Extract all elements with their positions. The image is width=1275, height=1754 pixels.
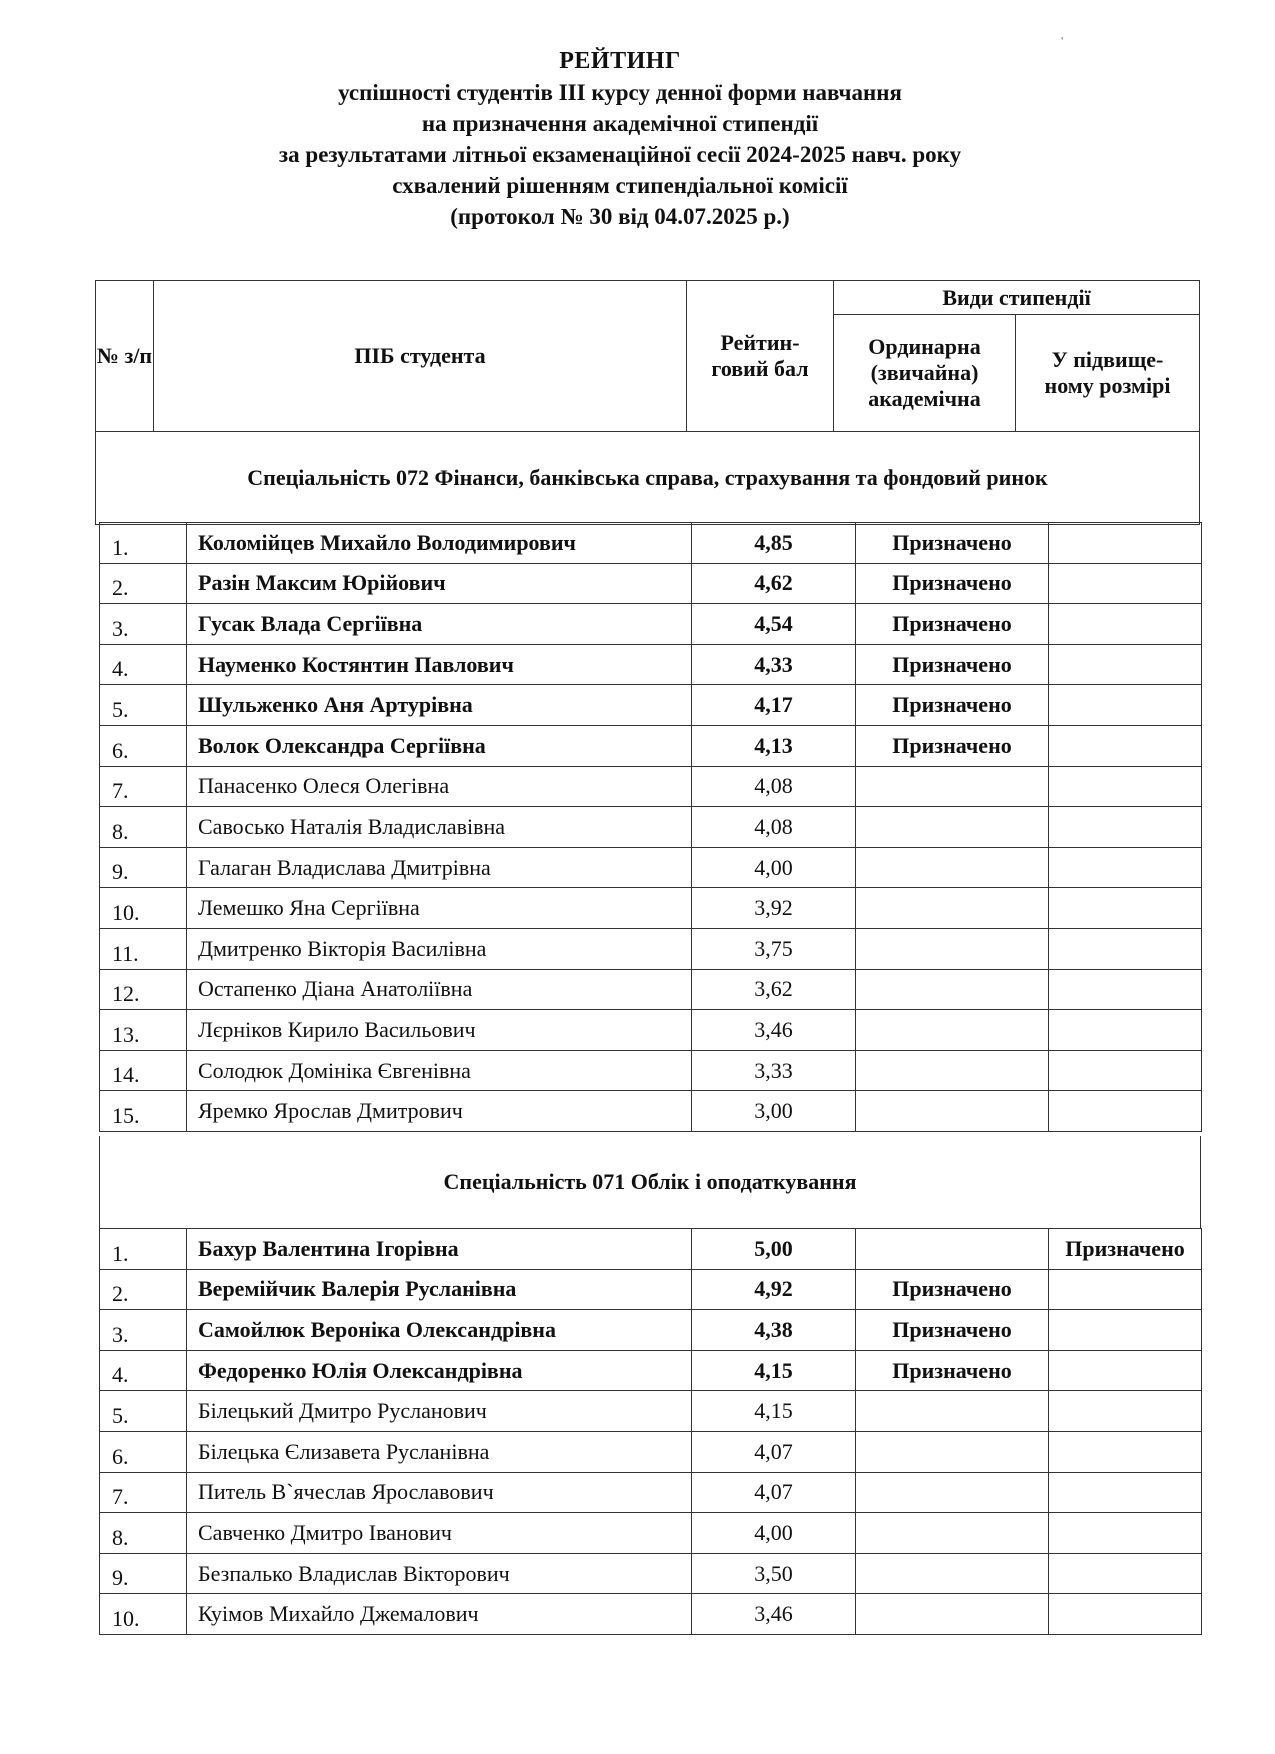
row-number: 10.	[100, 888, 187, 929]
ordinary-scholarship	[856, 1050, 1049, 1091]
title-line-5: схвалений рішенням стипендіальної комісії	[392, 173, 848, 198]
ordinary-scholarship	[856, 1553, 1049, 1594]
table-row	[100, 1269, 1202, 1310]
rating-score: 3,33	[692, 1050, 856, 1091]
header-increased: У підвище-ному розмірі	[1016, 315, 1200, 432]
rating-score: 3,50	[692, 1553, 856, 1594]
ordinary-scholarship	[856, 928, 1049, 969]
student-name: Веремійчик Валерія Русланівна	[187, 1269, 692, 1310]
ordinary-scholarship	[856, 1472, 1049, 1513]
ordinary-scholarship	[856, 888, 1049, 929]
row-number: 1.	[100, 523, 187, 564]
row-number: 15.	[100, 1091, 187, 1132]
student-name: Білецький Дмитро Русланович	[187, 1391, 692, 1432]
table-row	[100, 685, 1202, 726]
rating-score: 3,00	[692, 1091, 856, 1132]
increased-scholarship	[1049, 1513, 1202, 1554]
table-row	[100, 1010, 1202, 1051]
table-row	[100, 1513, 1202, 1554]
increased-scholarship	[1049, 725, 1202, 766]
student-name: Лемешко Яна Сергіївна	[187, 888, 692, 929]
rating-score: 3,75	[692, 928, 856, 969]
table-row	[100, 1594, 1202, 1635]
increased-scholarship	[1049, 766, 1202, 807]
increased-scholarship	[1049, 685, 1202, 726]
student-name: Савченко Дмитро Іванович	[187, 1513, 692, 1554]
table-row	[100, 888, 1202, 929]
row-number: 7.	[100, 1472, 187, 1513]
increased-scholarship	[1049, 1050, 1202, 1091]
row-number: 6.	[100, 1431, 187, 1472]
student-name: Самойлюк Вероніка Олександрівна	[187, 1310, 692, 1351]
student-name: Бахур Валентина Ігорівна	[187, 1229, 692, 1270]
row-number: 8.	[100, 807, 187, 848]
student-name: Дмитренко Вікторія Василівна	[187, 928, 692, 969]
increased-scholarship	[1049, 1269, 1202, 1310]
table-row	[100, 1472, 1202, 1513]
row-number: 11.	[100, 928, 187, 969]
increased-scholarship	[1049, 928, 1202, 969]
student-name: Білецька Єлизавета Русланівна	[187, 1431, 692, 1472]
ordinary-scholarship: Призначено	[856, 1269, 1049, 1310]
ordinary-scholarship: Призначено	[856, 644, 1049, 685]
header-name: ПІБ студента	[154, 281, 687, 432]
row-number: 7.	[100, 766, 187, 807]
increased-scholarship: Призначено	[1049, 1229, 1202, 1270]
row-number: 13.	[100, 1010, 187, 1051]
table-row	[100, 1391, 1202, 1432]
increased-scholarship	[1049, 847, 1202, 888]
ordinary-scholarship	[856, 1431, 1049, 1472]
header-score: Рейтин-говий бал	[687, 281, 834, 432]
table-row	[100, 928, 1202, 969]
header-num: № з/п	[96, 281, 154, 432]
increased-scholarship	[1049, 1010, 1202, 1051]
rating-score: 3,46	[692, 1594, 856, 1635]
increased-scholarship	[1049, 1472, 1202, 1513]
ordinary-scholarship: Призначено	[856, 523, 1049, 564]
student-name: Шульженко Аня Артурівна	[187, 685, 692, 726]
rating-score: 4,85	[692, 523, 856, 564]
section-title-072: Спеціальність 072 Фінанси, банківська справа, страхування та фондовий ринок	[96, 432, 1200, 525]
title-line-3: на призначення академічної стипендії	[421, 111, 819, 136]
ordinary-scholarship	[856, 1229, 1049, 1270]
rating-score: 4,38	[692, 1310, 856, 1351]
ordinary-scholarship	[856, 1594, 1049, 1635]
student-name: Савосько Наталія Владиславівна	[187, 807, 692, 848]
increased-scholarship	[1049, 1431, 1202, 1472]
rating-score: 4,33	[692, 644, 856, 685]
table-row	[100, 563, 1202, 604]
ordinary-scholarship	[856, 766, 1049, 807]
student-name: Панасенко Олеся Олегівна	[187, 766, 692, 807]
increased-scholarship	[1049, 1310, 1202, 1351]
rating-score: 4,13	[692, 725, 856, 766]
row-number: 2.	[100, 1269, 187, 1310]
table-row	[100, 1431, 1202, 1472]
rating-score: 4,08	[692, 807, 856, 848]
ordinary-scholarship: Призначено	[856, 725, 1049, 766]
ordinary-scholarship: Призначено	[856, 685, 1049, 726]
rating-score: 3,46	[692, 1010, 856, 1051]
row-number: 4.	[100, 644, 187, 685]
rating-score: 4,07	[692, 1431, 856, 1472]
ordinary-scholarship	[856, 969, 1049, 1010]
increased-scholarship	[1049, 888, 1202, 929]
table-row	[100, 523, 1202, 564]
rating-score: 3,92	[692, 888, 856, 929]
rating-score: 4,54	[692, 604, 856, 645]
row-number: 6.	[100, 725, 187, 766]
student-name: Солодюк Домініка Євгенівна	[187, 1050, 692, 1091]
table-row	[100, 847, 1202, 888]
section-table-071	[99, 1228, 1202, 1635]
increased-scholarship	[1049, 1594, 1202, 1635]
ordinary-scholarship	[856, 1010, 1049, 1051]
student-name: Безпалько Владислав Вікторович	[187, 1553, 692, 1594]
row-number: 3.	[100, 1310, 187, 1351]
student-name: Гусак Влада Сергіївна	[187, 604, 692, 645]
table-row	[100, 1229, 1202, 1270]
row-number: 3.	[100, 604, 187, 645]
student-name: Федоренко Юлія Олександрівна	[187, 1350, 692, 1391]
ordinary-scholarship	[856, 1091, 1049, 1132]
title-line-6: (протокол № 30 від 04.07.2025 р.)	[450, 204, 790, 229]
rating-score: 4,62	[692, 563, 856, 604]
ordinary-scholarship: Призначено	[856, 604, 1049, 645]
title-line-2: успішності студентів III курсу денної форми навчання	[338, 80, 902, 105]
table-row	[100, 1050, 1202, 1091]
increased-scholarship	[1049, 1391, 1202, 1432]
row-number: 1.	[100, 1229, 187, 1270]
table-row	[100, 1091, 1202, 1132]
row-number: 9.	[100, 847, 187, 888]
student-name: Остапенко Діана Анатоліївна	[187, 969, 692, 1010]
increased-scholarship	[1049, 523, 1202, 564]
section-table-072	[99, 522, 1202, 1132]
student-name: Волок Олександра Сергіївна	[187, 725, 692, 766]
scan-speck: ʻ	[1060, 36, 1064, 47]
increased-scholarship	[1049, 807, 1202, 848]
header-ordinary: Ординарна (звичайна) академічна	[834, 315, 1016, 432]
increased-scholarship	[1049, 969, 1202, 1010]
title-line-4: за результатами літньої екзаменаційної сесії 2024-2025 навч. року	[278, 142, 962, 167]
header-scholarship-types: Види стипендії	[834, 281, 1200, 315]
rating-score: 4,00	[692, 1513, 856, 1554]
rating-score: 4,00	[692, 847, 856, 888]
row-number: 12.	[100, 969, 187, 1010]
ordinary-scholarship	[856, 807, 1049, 848]
table-row	[100, 807, 1202, 848]
ordinary-scholarship	[856, 847, 1049, 888]
increased-scholarship	[1049, 563, 1202, 604]
increased-scholarship	[1049, 604, 1202, 645]
row-number: 8.	[100, 1513, 187, 1554]
table-row	[100, 1553, 1202, 1594]
rating-table-header	[95, 280, 1200, 525]
row-number: 14.	[100, 1050, 187, 1091]
student-name: Куімов Михайло Джемалович	[187, 1594, 692, 1635]
row-number: 9.	[100, 1553, 187, 1594]
table-row	[100, 644, 1202, 685]
table-row	[100, 766, 1202, 807]
table-row	[100, 604, 1202, 645]
increased-scholarship	[1049, 1091, 1202, 1132]
student-name: Науменко Костянтин Павлович	[187, 644, 692, 685]
rating-score: 4,92	[692, 1269, 856, 1310]
increased-scholarship	[1049, 1350, 1202, 1391]
ordinary-scholarship: Призначено	[856, 1310, 1049, 1351]
ordinary-scholarship	[856, 1391, 1049, 1432]
table-row	[100, 1350, 1202, 1391]
table-row	[100, 969, 1202, 1010]
student-name: Яремко Ярослав Дмитрович	[187, 1091, 692, 1132]
ordinary-scholarship: Призначено	[856, 563, 1049, 604]
row-number: 5.	[100, 685, 187, 726]
title-heading: РЕЙТИНГ	[559, 48, 681, 74]
ordinary-scholarship	[856, 1513, 1049, 1554]
student-name: Питель В`ячеслав Ярославович	[187, 1472, 692, 1513]
student-name: Коломійцев Михайло Володимирович	[187, 523, 692, 564]
student-name: Разін Максим Юрійович	[187, 563, 692, 604]
rating-score: 4,07	[692, 1472, 856, 1513]
row-number: 4.	[100, 1350, 187, 1391]
table-row	[100, 1310, 1202, 1351]
increased-scholarship	[1049, 1553, 1202, 1594]
row-number: 10.	[100, 1594, 187, 1635]
table-row	[100, 725, 1202, 766]
document-title	[0, 46, 1240, 232]
rating-score: 4,15	[692, 1350, 856, 1391]
rating-score: 3,62	[692, 969, 856, 1010]
row-number: 2.	[100, 563, 187, 604]
row-number: 5.	[100, 1391, 187, 1432]
rating-score: 4,08	[692, 766, 856, 807]
section-title-071: Спеціальність 071 Облік і оподаткування	[99, 1136, 1201, 1228]
student-name: Лєрніков Кирило Васильович	[187, 1010, 692, 1051]
rating-score: 4,17	[692, 685, 856, 726]
student-name: Галаган Владислава Дмитрівна	[187, 847, 692, 888]
ordinary-scholarship: Призначено	[856, 1350, 1049, 1391]
rating-score: 4,15	[692, 1391, 856, 1432]
increased-scholarship	[1049, 644, 1202, 685]
rating-score: 5,00	[692, 1229, 856, 1270]
